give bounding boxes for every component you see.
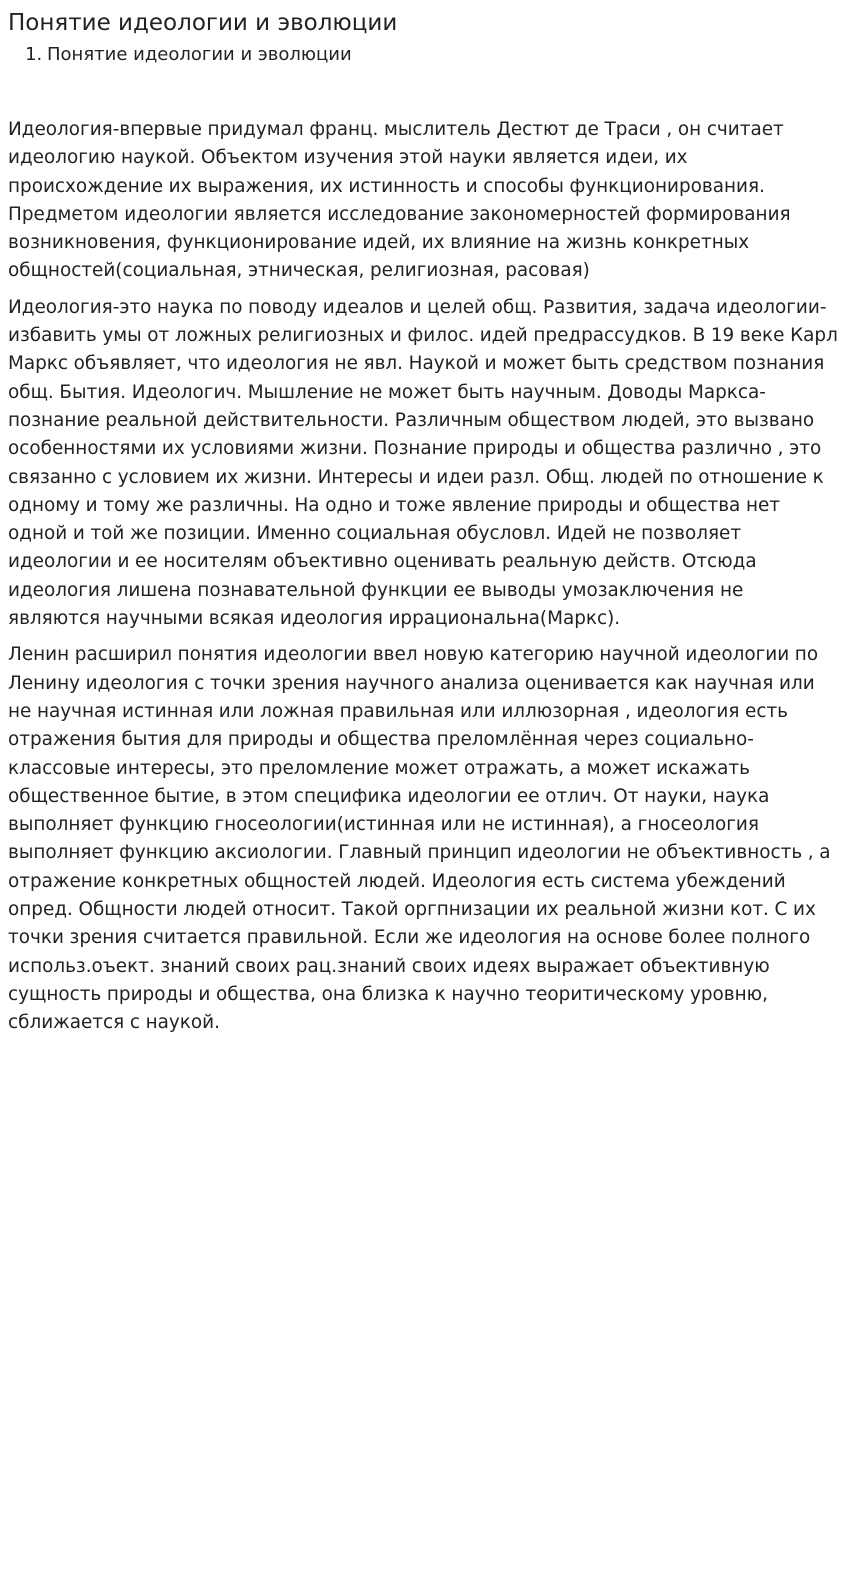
toc-item[interactable] [48, 42, 839, 68]
article-body [8, 116, 839, 1038]
paragraph: Ленин расширил понятия идеологии ввел новую категорию научной идеологии по Ленину идеология с точки зрения научного анализа оценивается как научная или не научная истинная или ложная правильная или иллюзорная , идеология есть отражения бытия для природы и общества преломлённая через социально-классовые интересы, это преломление может отражать, а может искажать общественное бытие, в этом специфика идеологии ее отлич. От науки, наука выполняет функцию гносеологии(истинная или не истинная), а гносеология выполняет функцию аксиологии. Главный принцип идеологии не объективность , а отражение конкретных общностей людей. Идеология есть система убеждений опред. Общности людей относит. Такой оргпнизации их реальной жизни кот. С их точки зрения считается правильной. Если же идеология на основе более полного использ.оъект. знаний своих рац.знаний своих идеях выражает объективную сущность природы и общества, она близка к научно теоритическому уровню, сближается с наукой. [8, 644, 831, 1034]
paragraph: Идеология-это наука по поводу идеалов и целей общ. Развития, задача идеологии-избавить умы от ложных религиозных и филос. идей предрассудков. В 19 веке Карл Маркс объявляет, что идеология не явл. Наукой и может быть средством познания общ. Бытия. Идеологич. Мышление не может быть научным. Доводы Маркса-познание реальной действительности. Различным обществом людей, это вызвано особенностями их условиями жизни. Познание природы и общества различно , это связанно с условием их жизни. Интересы и идеи разл. Общ. людей по отношение к одному и тому же различны. На одно и тоже явление природы и общества нет одной и той же позиции. Именно социальная обусловл. Идей не позволяет идеологии и ее носителям объективно оценивать реальную действ. Отсюда идеология лишена познавательной функции ее выводы умозаключения не являются научными всякая идеология иррациональна(Маркс). [8, 296, 838, 630]
paragraph: Идеология-впервые придумал франц. мыслитель Дестют де Траси , он считает идеологию наукой. Объектом изучения этой науки является идеи, их происхождение их выражения, их истинность и способы функционирования. Предметом идеологии является исследование закономерностей формирования возникновения, функционирование идей, их влияние на жизнь конкретных общностей(социальная, этническая, религиозная, расовая) [8, 119, 791, 282]
table-of-contents [8, 42, 839, 68]
page-title: Понятие идеологии и эволюции [8, 10, 398, 36]
toc-item-label[interactable]: Понятие идеологии и эволюции [47, 44, 352, 65]
